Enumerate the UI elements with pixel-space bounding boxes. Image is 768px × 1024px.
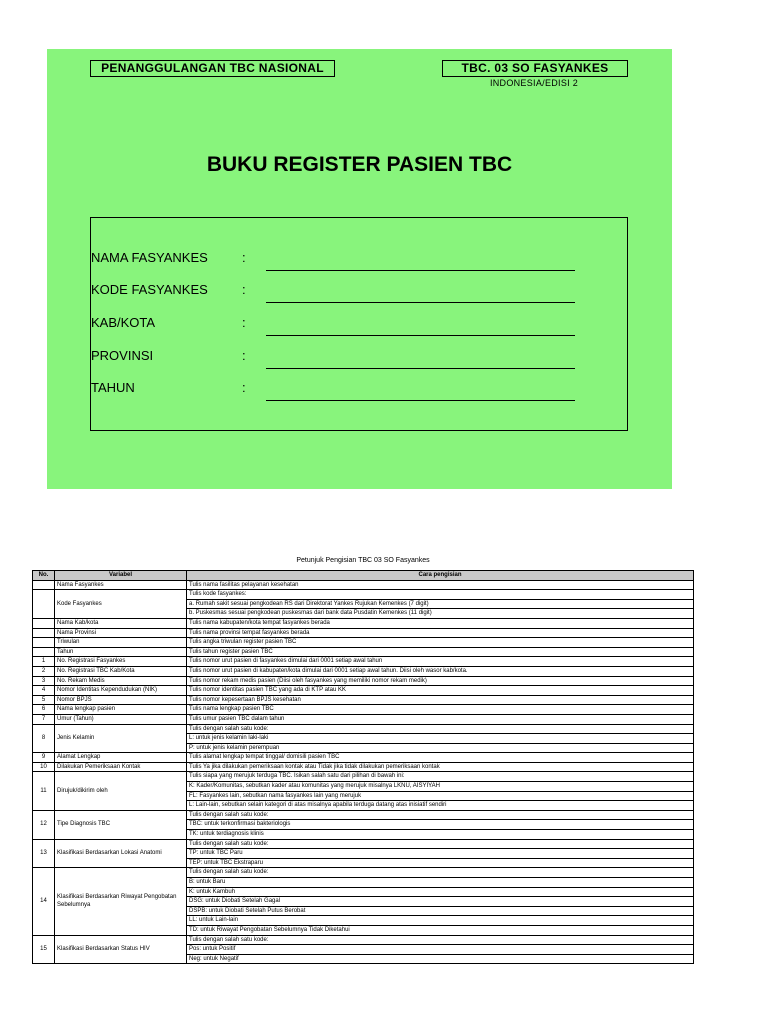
row-instruction: TP: untuk TBC Paru: [187, 849, 694, 859]
row-variable: Klasifikasi Berdasarkan Status HIV: [55, 935, 187, 964]
row-instruction: L: untuk jenis kelamin laki-laki: [187, 734, 694, 744]
table-row: [33, 666, 694, 676]
field-fill-line[interactable]: [266, 302, 575, 303]
table-row: [33, 686, 694, 696]
field-kode-fasyankes[interactable]: [91, 282, 627, 306]
row-instruction: Tulis nomor rekam medis pasien (Diisi oleh fasyankes yang memiliki nomor rekam medik): [187, 676, 694, 686]
row-instruction: Tulis nomor urut pasien di fasyankes dimulai dari 0001 setiap awal tahun: [187, 657, 694, 667]
field-fill-line[interactable]: [266, 368, 575, 369]
row-instruction: B: untuk Baru: [187, 878, 694, 888]
table-row: [33, 618, 694, 628]
row-instruction: TBC: untuk terkonfirmasi bakteriologis: [187, 820, 694, 830]
row-instruction: Tulis nomor kepesertaan BPJS kesehatan: [187, 695, 694, 705]
table-row: [33, 628, 694, 638]
table-row: [33, 638, 694, 648]
form-code-header: TBC. 03 SO FASYANKES: [442, 60, 628, 77]
row-number: [33, 590, 55, 619]
row-instruction: TK: untuk terdiagnosis klinis: [187, 830, 694, 840]
row-instruction: Tulis tahun register pasien TBC: [187, 647, 694, 657]
table-row: [33, 839, 694, 849]
guide-body: [33, 580, 694, 964]
row-instruction: Tulis dengan salah satu kode:: [187, 839, 694, 849]
row-instruction: b. Puskesmas sesuai pengkodean puskesmas dari bank data Pusdatin Kemenkes (11 digit): [187, 609, 694, 619]
row-variable: Jenis Kelamin: [55, 724, 187, 753]
row-number: 10: [33, 762, 55, 772]
field-label: KODE FASYANKES: [91, 282, 208, 297]
table-row: [33, 935, 694, 945]
register-title: BUKU REGISTER PASIEN TBC: [206, 153, 513, 176]
guide-header-row: [33, 571, 694, 581]
row-instruction: K: Kader/Komunitas, sebutkan kader atau komunitas yang merujuk misalnya LKNU, AISYIYAH: [187, 782, 694, 792]
row-number: 15: [33, 935, 55, 964]
row-variable: Klasifikasi Berdasarkan Riwayat Pengobatan Sebelumnya: [55, 868, 187, 935]
field-label: PROVINSI: [91, 348, 154, 363]
row-number: 1: [33, 657, 55, 667]
row-variable: Kode Fasyankes: [55, 590, 187, 619]
row-variable: Tipe Diagnosis TBC: [55, 810, 187, 839]
row-variable: Triwulan: [55, 638, 187, 648]
row-variable: Alamat Lengkap: [55, 753, 187, 763]
row-instruction: Tulis Ya jika dilakukan pemeriksaan kontak atau Tidak jika tidak dilakukan pemeriksaan kontak: [187, 762, 694, 772]
row-number: 8: [33, 724, 55, 753]
row-instruction: Tulis dengan salah satu kode:: [187, 810, 694, 820]
table-row: [33, 580, 694, 590]
header-variabel: Variabel: [55, 571, 187, 581]
table-row: [33, 695, 694, 705]
field-kab-kota[interactable]: [91, 315, 627, 339]
row-number: 7: [33, 714, 55, 724]
row-number: 12: [33, 810, 55, 839]
row-number: 3: [33, 676, 55, 686]
row-variable: Klasifikasi Berdasarkan Lokasi Anatomi: [55, 839, 187, 868]
row-instruction: DSG: untuk Diobati Setelah Gagal: [187, 897, 694, 907]
row-variable: No. Rekam Medis: [55, 676, 187, 686]
row-instruction: Tulis nama fasilitas pelayanan kesehatan: [187, 580, 694, 590]
row-number: [33, 638, 55, 648]
field-fill-line[interactable]: [266, 270, 575, 271]
row-variable: Umur (Tahun): [55, 714, 187, 724]
row-variable: Dirujuk/dikirim oleh: [55, 772, 187, 810]
program-header: PENANGGULANGAN TBC NASIONAL: [90, 60, 335, 77]
row-variable: Nomor Identitas Kependudukan (NIK): [55, 686, 187, 696]
row-variable: Nama Kab/kota: [55, 618, 187, 628]
row-instruction: Tulis nomor identitas pasien TBC yang ada di KTP atau KK: [187, 686, 694, 696]
row-instruction: Tulis kode fasyankes:: [187, 590, 694, 600]
row-instruction: Tulis nama lengkap pasien TBC: [187, 705, 694, 715]
cover-page: [47, 49, 672, 489]
row-variable: No. Registrasi TBC Kab/Kota: [55, 666, 187, 676]
guide-title: Petunjuk Pengisian TBC 03 SO Fasyankes: [296, 557, 430, 564]
row-instruction: Tulis nomor urut pasien di kabupaten/kota dimulai dari 0001 setiap awal tahun. Diisi oleh wasor kab/kota.: [187, 666, 694, 676]
row-variable: Nama lengkap pasien: [55, 705, 187, 715]
edition-label: INDONESIA/EDISI 2: [489, 78, 579, 88]
identity-fields-box: [90, 217, 628, 431]
row-instruction: Neg: untuk Negatif: [187, 954, 694, 964]
row-number: 5: [33, 695, 55, 705]
field-label: TAHUN: [91, 380, 135, 395]
row-number: 6: [33, 705, 55, 715]
row-variable: Nomor BPJS: [55, 695, 187, 705]
table-row: [33, 762, 694, 772]
row-number: [33, 647, 55, 657]
row-instruction: Pos: untuk Positif: [187, 945, 694, 955]
field-fill-line[interactable]: [266, 400, 575, 401]
field-colon: :: [242, 315, 246, 330]
row-instruction: Tulis dengan salah satu kode:: [187, 724, 694, 734]
table-row: [33, 753, 694, 763]
field-nama-fasyankes[interactable]: [91, 250, 627, 274]
row-instruction: LL: untuk Lain-lain: [187, 916, 694, 926]
row-number: [33, 580, 55, 590]
table-row: [33, 647, 694, 657]
row-instruction: Tulis siapa yang merujuk terduga TBC. Isikan salah satu dari pilihan di bawah ini:: [187, 772, 694, 782]
row-instruction: P: untuk jenis kelamin perempuan: [187, 743, 694, 753]
row-variable: Dilakukan Pemeriksaan Kontak: [55, 762, 187, 772]
row-variable: Nama Fasyankes: [55, 580, 187, 590]
row-number: 9: [33, 753, 55, 763]
row-instruction: Tulis umur pasien TBC dalam tahun: [187, 714, 694, 724]
row-instruction: Tulis nama provinsi tempat fasyankes berada: [187, 628, 694, 638]
guide-table: [32, 570, 694, 964]
field-label: NAMA FASYANKES: [91, 250, 208, 265]
field-colon: :: [242, 348, 246, 363]
table-row: [33, 590, 694, 600]
field-tahun[interactable]: [91, 380, 627, 404]
table-row: [33, 705, 694, 715]
row-instruction: TEP: untuk TBC Ekstraparu: [187, 858, 694, 868]
row-number: [33, 628, 55, 638]
header-no: No.: [33, 571, 55, 581]
row-instruction: L: Lain-lain, sebutkan selain kategori di atas misalnya apabila terduga datang atas inisiatif sendiri: [187, 801, 694, 811]
row-instruction: FL: Fasyankes lain, sebutkan nama fasyankes lain yang merujuk: [187, 791, 694, 801]
row-number: 4: [33, 686, 55, 696]
row-instruction: Tulis dengan salah satu kode:: [187, 868, 694, 878]
row-variable: Tahun: [55, 647, 187, 657]
row-number: 13: [33, 839, 55, 868]
row-instruction: Tulis nama kabupaten/kota tempat fasyankes berada: [187, 618, 694, 628]
field-fill-line[interactable]: [266, 335, 575, 336]
row-instruction: K: untuk Kambuh: [187, 887, 694, 897]
row-number: 14: [33, 868, 55, 935]
table-row: [33, 868, 694, 878]
row-variable: Nama Provinsi: [55, 628, 187, 638]
row-instruction: Tulis dengan salah satu kode:: [187, 935, 694, 945]
row-instruction: Tulis angka triwulan register pasien TBC: [187, 638, 694, 648]
field-colon: :: [242, 380, 246, 395]
row-instruction: Tulis alamat lengkap tempat tinggal/ domisili pasien TBC: [187, 753, 694, 763]
row-instruction: a. Rumah sakit sesuai pengkodean RS dari Direktorat Yankes Rujukan Kemenkes (7 digit): [187, 599, 694, 609]
header-cara: Cara pengisian: [187, 571, 694, 581]
row-instruction: TD: untuk Riwayat Pengobatan Sebelumnya Tidak Diketahui: [187, 925, 694, 935]
row-number: [33, 618, 55, 628]
table-row: [33, 724, 694, 734]
table-row: [33, 676, 694, 686]
table-row: [33, 772, 694, 782]
table-row: [33, 657, 694, 667]
table-row: [33, 810, 694, 820]
field-label: KAB/KOTA: [91, 315, 156, 330]
row-instruction: DSPB: untuk Diobati Setelah Putus Berobat: [187, 906, 694, 916]
row-number: 2: [33, 666, 55, 676]
row-number: 11: [33, 772, 55, 810]
field-colon: :: [242, 282, 246, 297]
table-row: [33, 714, 694, 724]
field-provinsi[interactable]: [91, 348, 627, 372]
field-colon: :: [242, 250, 246, 265]
row-variable: No. Registrasi Fasyankes: [55, 657, 187, 667]
